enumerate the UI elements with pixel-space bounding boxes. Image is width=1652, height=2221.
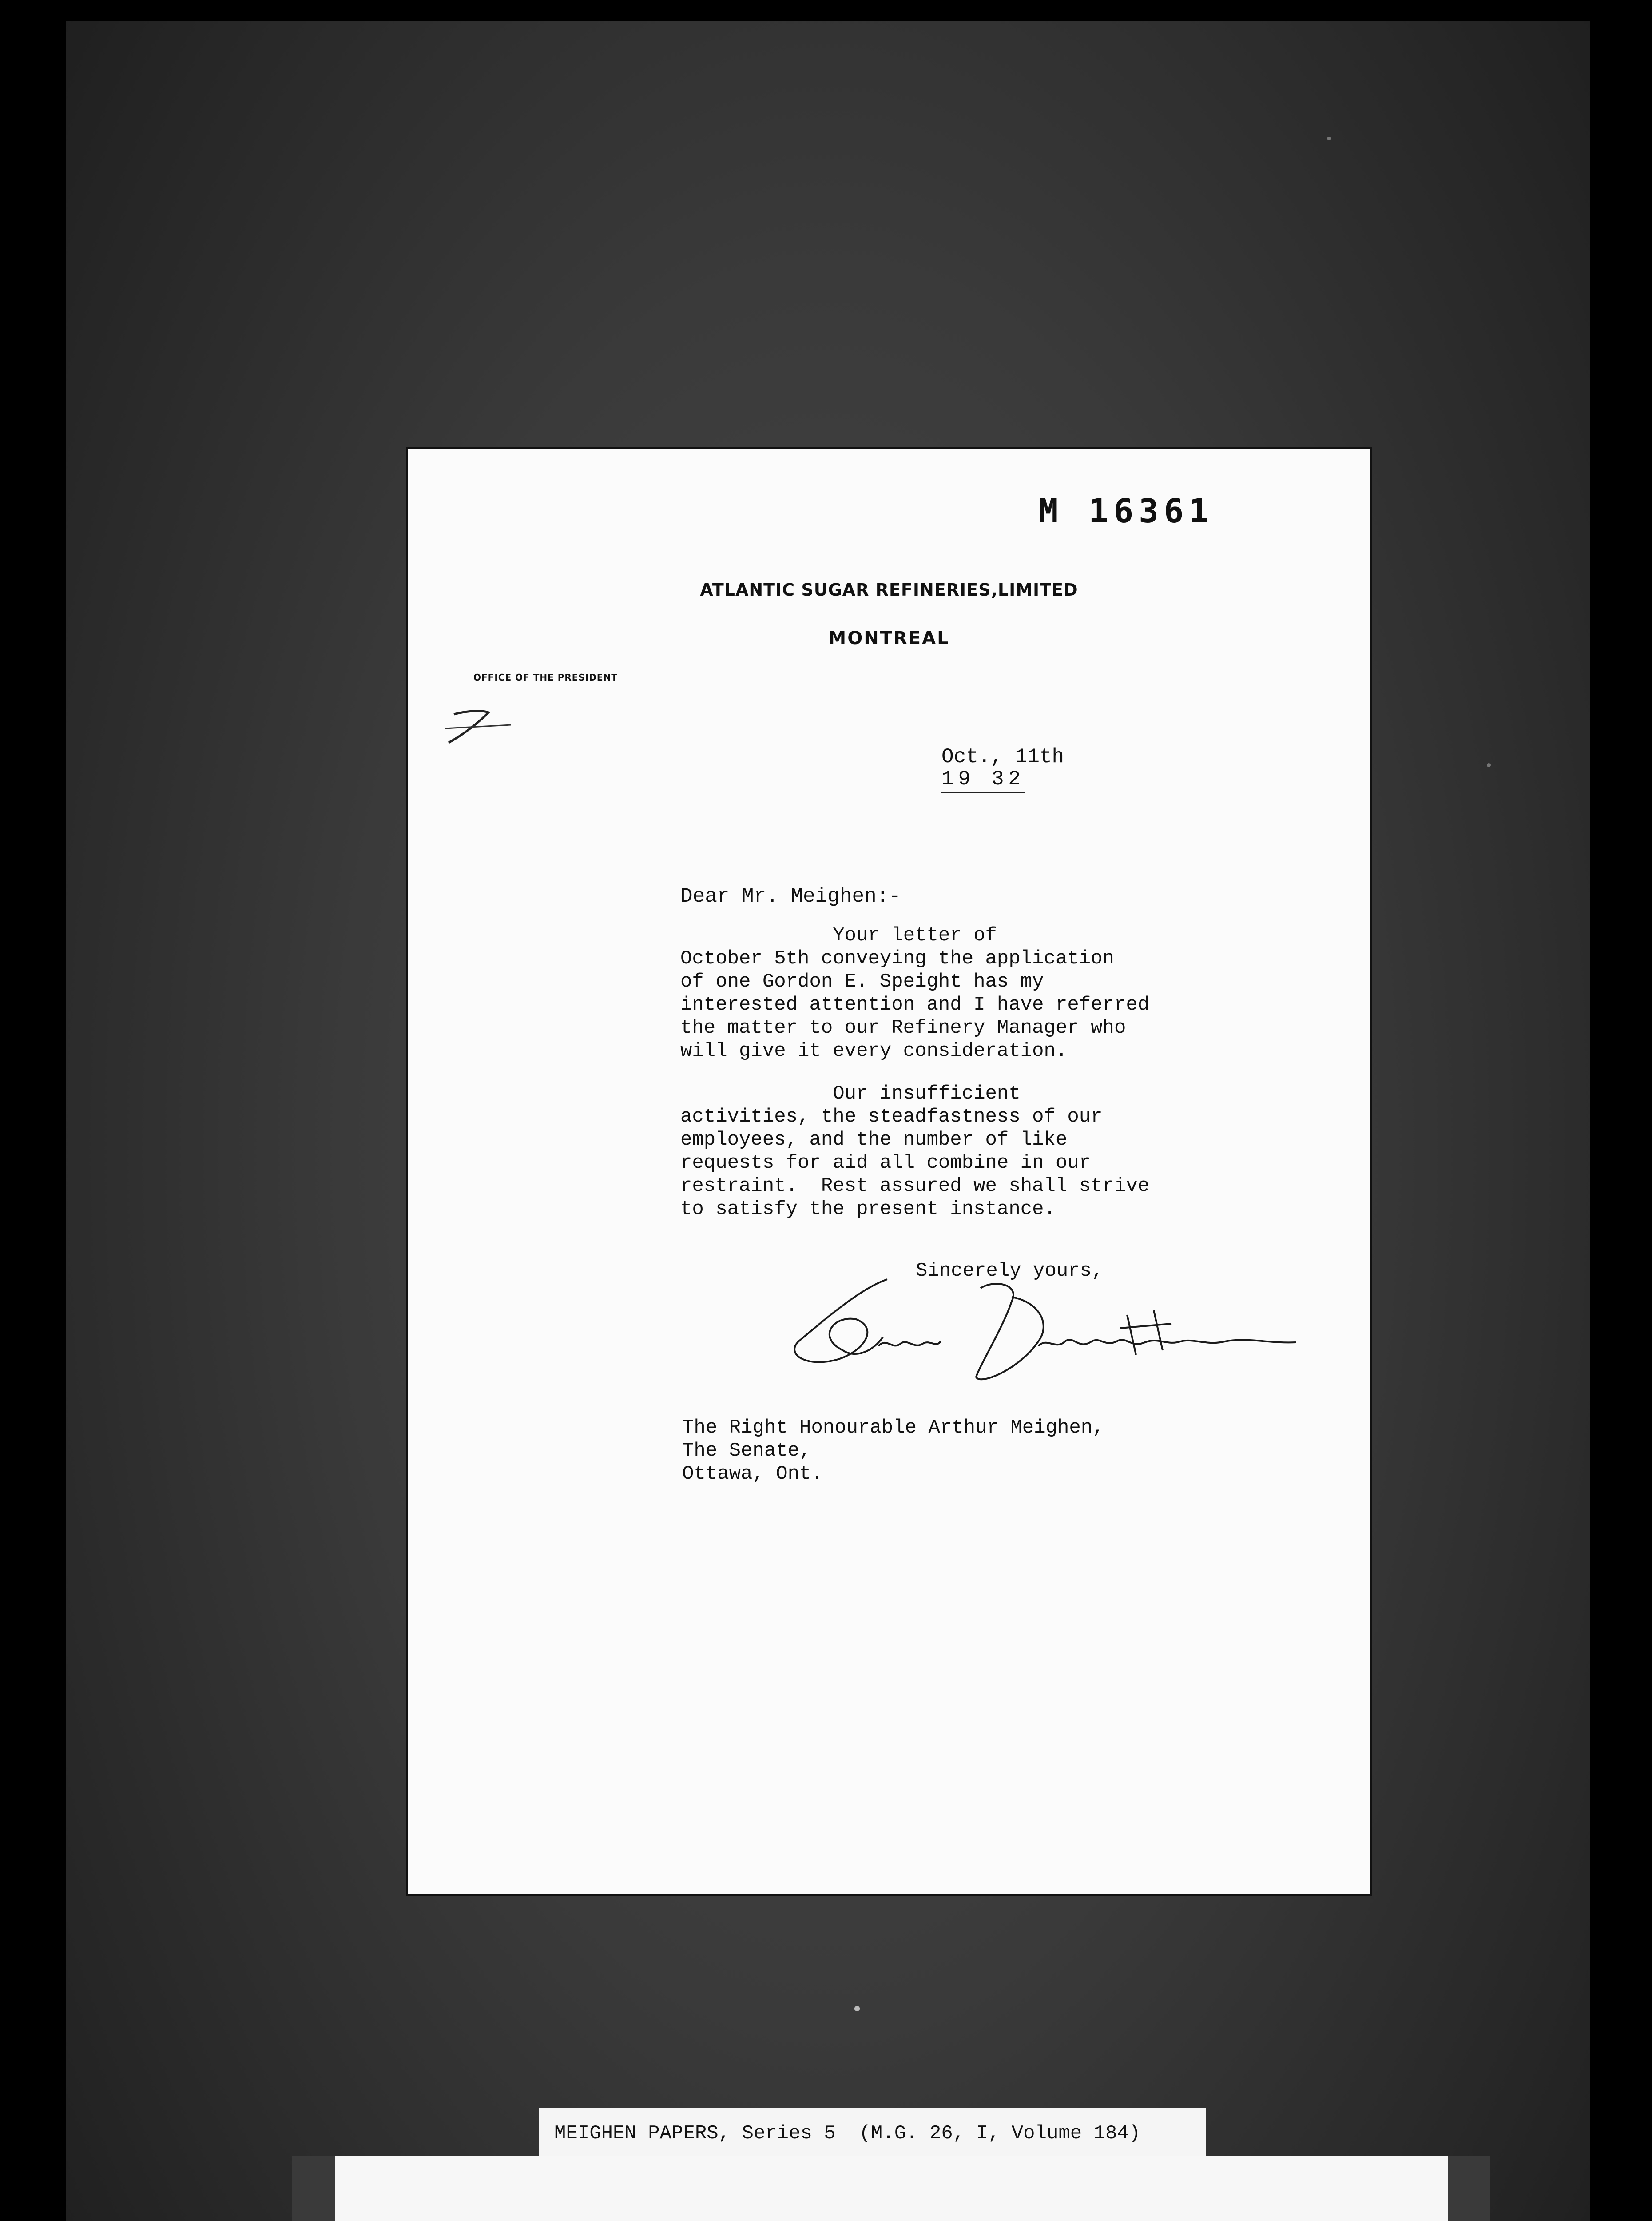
body-paragraph-2: Our insufficient activities, the steadfastness of our employees, and the number of like requests for aid all combine in our restraint. Rest assured we shall strive to satisfy the present instance. [680,1083,1150,1220]
speck [854,2006,860,2011]
addressee-block [682,1416,1104,1485]
speck [1327,137,1331,140]
office-label: OFFICE OF THE PRESIDENT [473,672,618,683]
letterhead-city: MONTREAL [828,628,950,649]
salutation: Dear Mr. Meighen:- [680,885,901,908]
addressee-line: Ottawa, Ont. [682,1463,823,1485]
handwritten-signature [790,1262,1305,1415]
closing: Sincerely yours, [916,1260,1104,1282]
pencil-mark-value [467,710,490,751]
letter-page [408,449,1370,1894]
letter-date-year: 19 32 [941,768,1025,793]
speck [1487,763,1491,767]
letter-date-day: Oct., 11th [941,745,1064,768]
addressee-line: The Right Honourable Arthur Meighen, [682,1417,1104,1439]
file-number-stamp: M 16361 [1038,492,1214,530]
body-paragraph-1: Your letter of October 5th conveying the application of one Gordon E. Speight has my interested attention and I have referred the matter to our Refinery Manager who will give it every consideration. [680,924,1150,1062]
collection-reference: MEIGHEN PAPERS, Series 5 (M.G. 26, I, Volume 184) [554,2122,1141,2145]
archives-label-card [292,2156,1490,2221]
card-right-edge [1448,2156,1490,2221]
microfilm-frame [66,21,1590,2221]
pencil-mark [444,702,515,753]
signature-glyph [790,1262,1305,1413]
company-name: ATLANTIC SUGAR REFINERIES,LIMITED [700,580,1078,600]
letter-body [680,924,1213,1240]
card-left-edge [292,2156,335,2221]
addressee-line: The Senate, [682,1440,811,1462]
